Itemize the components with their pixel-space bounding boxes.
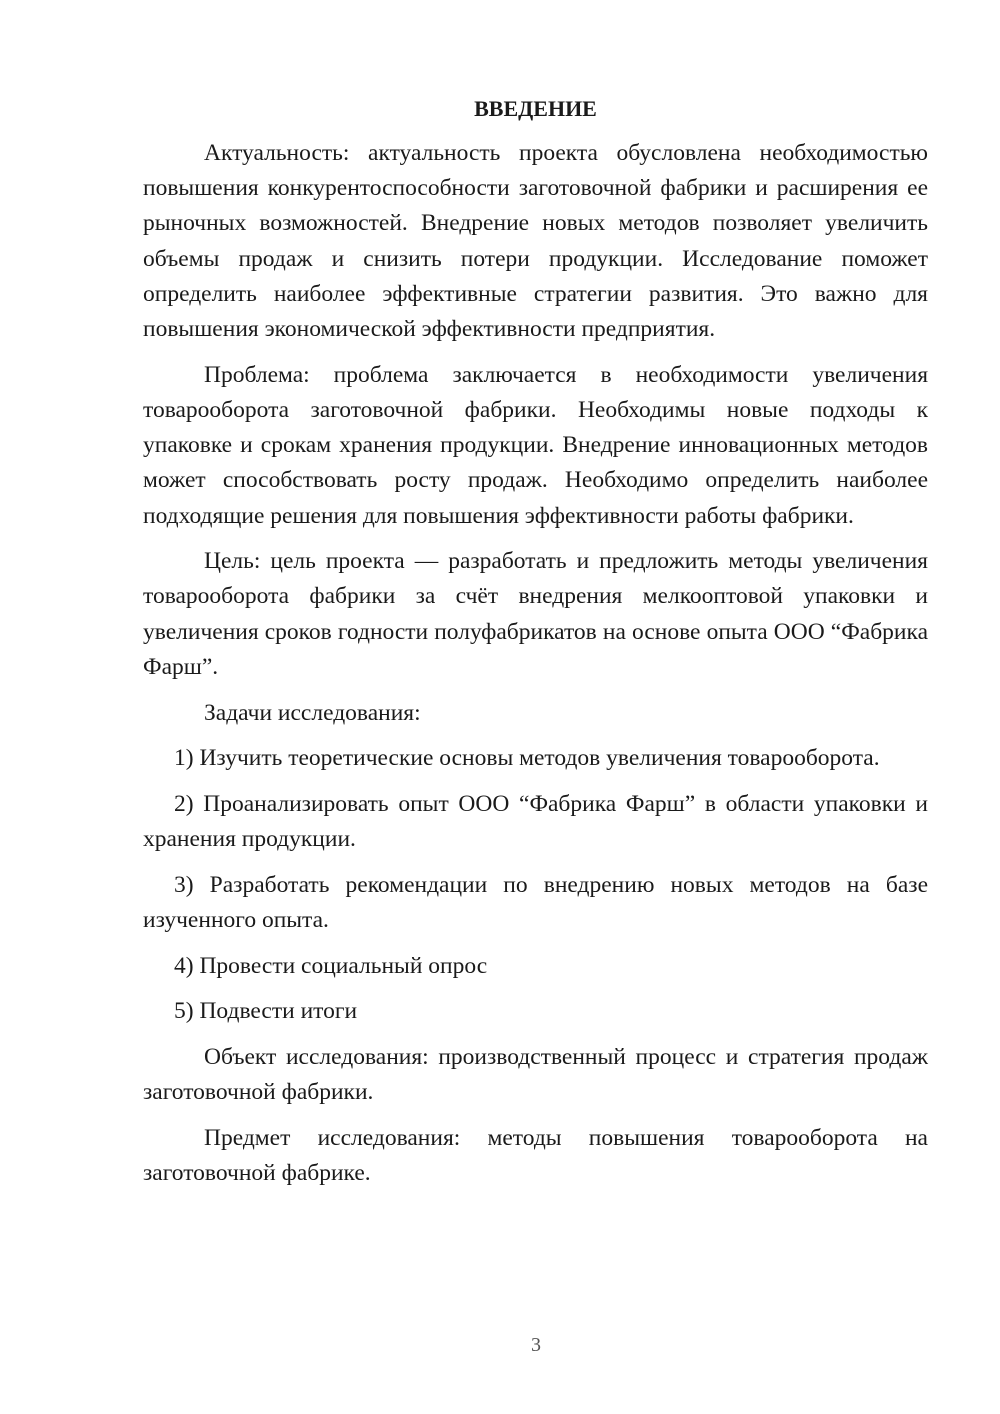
problem-paragraph: Проблема: проблема заключается в необходимости увеличения товарооборота заготовочной фабрики. Необходимы новые подходы к упаковке и срокам хранения продукции. Внедрение инновационных методов может способствовать росту продаж. Необходимо определить наиболее подходящие решения для повышения эффективности работы фабрики. <box>143 361 928 529</box>
task-item: 4) Провести социальный опрос <box>174 952 488 979</box>
task-item: 5) Подвести итоги <box>174 998 358 1025</box>
relevance-paragraph: Актуальность: актуальность проекта обусловлена необходимостью повышения конкурентоспособности заготовочной фабрики и расширения ее рыночных возможностей. Внедрение новых методов позволяет увеличить объемы продаж и снизить потери продукции. Исследование поможет определить наиболее эффективные стратегии развития. Это важно для повышения экономической эффективности предприятия. <box>143 140 928 343</box>
task-item: 3) Разработать рекомендации по внедрению новых методов на базе изученного опыта. <box>143 871 928 934</box>
section-title: ВВЕДЕНИЕ <box>474 96 597 121</box>
page-number: 3 <box>531 1334 541 1356</box>
object-paragraph: Объект исследования: производственный процесс и стратегия продаж заготовочной фабрики. <box>143 1044 928 1106</box>
tasks-heading: Задачи исследования: <box>204 699 421 726</box>
task-item: 1) Изучить теоретические основы методов увеличения товарооборота. <box>174 745 880 772</box>
task-item: 2) Проанализировать опыт ООО “Фабрика Фарш” в области упаковки и хранения продукции. <box>143 790 928 853</box>
goal-paragraph: Цель: цель проекта — разработать и предложить методы увеличения товарооборота фабрики за счёт внедрения мелкооптовой упаковки и увеличения сроков годности полуфабрикатов на основе опыта ООО “Фабрика Фарш”. <box>143 548 928 680</box>
document-page <box>143 94 928 1202</box>
subject-paragraph: Предмет исследования: методы повышения товарооборота на заготовочной фабрике. <box>143 1125 928 1187</box>
tasks-list <box>143 741 928 1029</box>
